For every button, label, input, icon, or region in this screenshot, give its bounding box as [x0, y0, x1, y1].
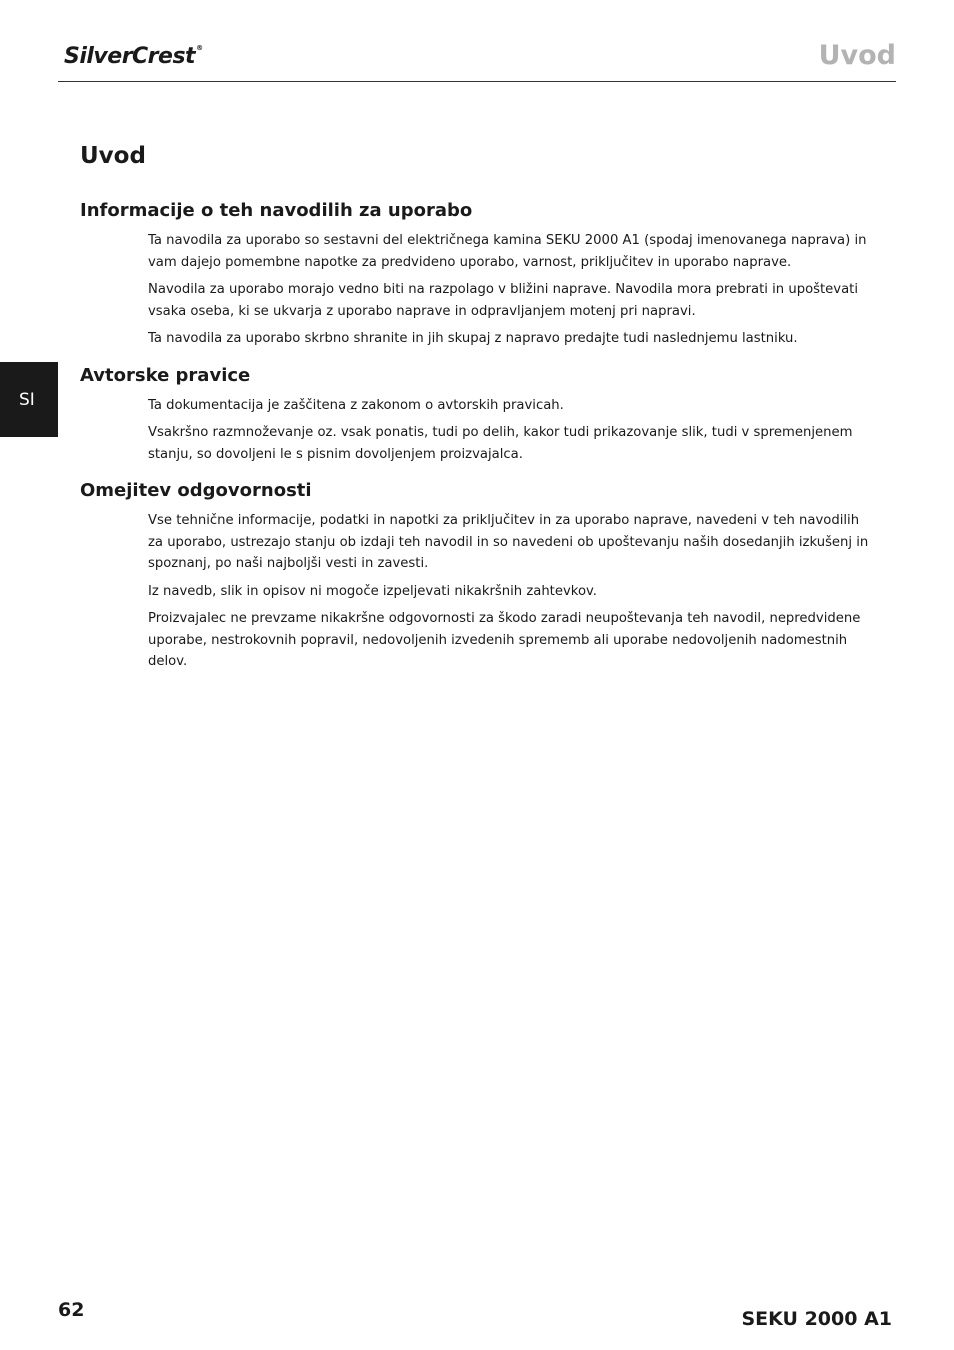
- document-body: [80, 199, 880, 687]
- model-name: SEKU 2000 A1: [741, 1308, 892, 1330]
- paragraph: Vsakršno razmnoževanje oz. vsak ponatis, tudi po delih, kakor tudi prikazovanje slik, tudi v spremenjenem stanju, so dovoljeni le s pisnim dovoljenjem proizvajalca.: [148, 425, 853, 462]
- brand-logo: [64, 44, 203, 69]
- paragraph: Ta dokumentacija je zaščitena z zakonom o avtorskih pravicah.: [148, 397, 564, 413]
- section-heading: Informacije o teh navodilih za uporabo: [80, 200, 473, 221]
- section-heading: Avtorske pravice: [80, 364, 251, 386]
- paragraph: Iz navedb, slik in opisov ni mogoče izpeljevati nikakršnih zahtevkov.: [148, 583, 597, 599]
- section-copyright: [80, 364, 880, 466]
- page-number: 62: [58, 1299, 85, 1321]
- page-title: Uvod: [80, 143, 146, 169]
- language-tab-label: SI: [19, 390, 35, 410]
- paragraph: Navodila za uporabo morajo vedno biti na razpolago v bližini naprave. Navodila mora prebrati in upoštevati vsaka oseba, ki se ukvarja z uporabo naprave in odpravljanjem motenj pri napravi.: [148, 282, 859, 319]
- language-tab: [0, 362, 58, 437]
- header-title: Uvod: [818, 40, 896, 71]
- registered-mark: ®: [196, 44, 203, 52]
- brand-name: SilverCrest: [64, 44, 196, 69]
- paragraph: Ta navodila za uporabo skrbno shranite in jih skupaj z napravo predajte tudi naslednjemu lastniku.: [148, 331, 798, 346]
- paragraph: Vse tehnične informacije, podatki in napotki za priključitev in za uporabo naprave, navedeni v teh navodilih za uporabo, ustrezajo stanju ob izdaji teh navodil in so navedeni ob upoštevanju naših dosedanjih izkušenj in spoznanj, po naši najboljši vesti in zavesti.: [148, 513, 869, 571]
- paragraph: Ta navodila za uporabo so sestavni del električnega kamina SEKU 2000 A1 (spodaj imenovanega naprava) in vam dajejo pomembne napotke za predvideno uporabo, varnost, priključitev in uporabo naprave.: [148, 233, 867, 270]
- paragraph: Proizvajalec ne prevzame nikakršne odgovornosti za škodo zaradi neupoštevanja teh navodil, nepredvidene uporabe, nestrokovnih popravil, nedovoljenih izvedenih sprememb ali uporabe nedovoljenih nadomestnih delov.: [148, 611, 861, 669]
- header-divider: [58, 81, 896, 82]
- section-heading: Omejitev odgovornosti: [80, 480, 312, 501]
- section-manual-info: [80, 199, 880, 350]
- section-liability: [80, 479, 880, 673]
